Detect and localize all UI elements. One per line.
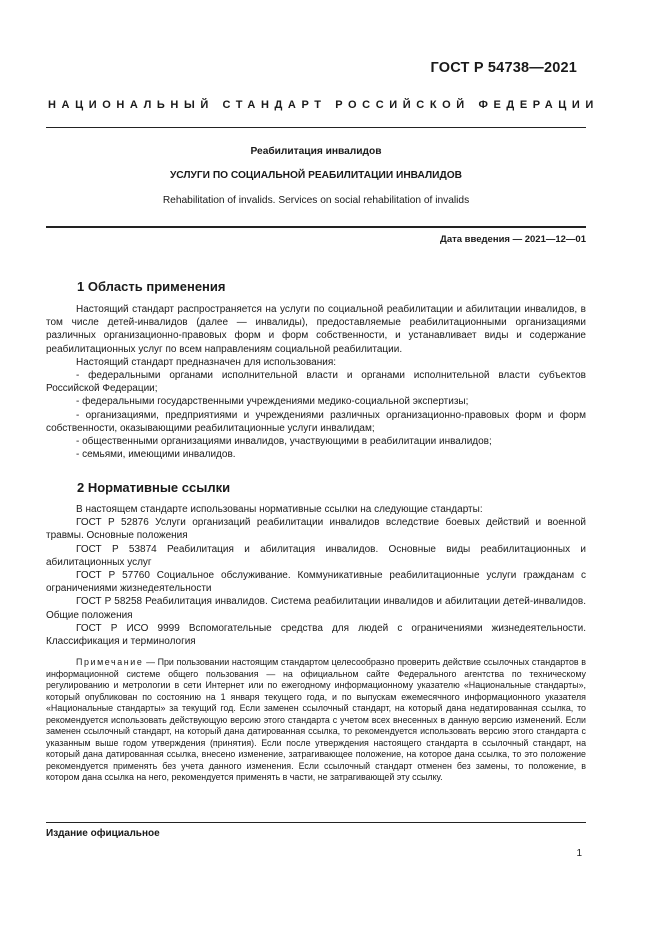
reference-item: ГОСТ Р 52876 Услуги организаций реабилитации инвалидов вследствие боевых действий и военной травмы. Основные положения <box>46 517 586 542</box>
note-label: Примечание <box>76 657 144 667</box>
reference-item: ГОСТ Р ИСО 9999 Вспомогательные средства для людей с ограничениями жизнедеятельности. Классификация и терминология <box>46 622 586 648</box>
paragraph: Настоящий стандарт предназначен для использования: <box>76 356 337 368</box>
list-item: - организациями, предприятиями и учреждениями различных организационно-правовых форм и форм собственности, оказывающими реабилитационные услуги инвалидам; <box>46 409 586 434</box>
standard-title-en: Rehabilitation of invalids. Services on social rehabilitation of invalids <box>162 195 470 206</box>
section-1-heading: 1 Область применения <box>77 279 226 294</box>
list-item: - федеральными органами исполнительной власти и органами исполнительной власти субъектов Российской Федерации; <box>46 370 586 395</box>
national-standard-title: НАЦИОНАЛЬНЫЙ СТАНДАРТ РОССИЙСКОЙ ФЕДЕРАЦИИ <box>48 99 599 111</box>
section-2-heading: 2 Нормативные ссылки <box>77 480 231 495</box>
introduction-date: Дата введения — 2021—12—01 <box>440 234 586 245</box>
note-block <box>46 657 586 784</box>
page-number: 1 <box>576 848 582 859</box>
standard-number: ГОСТ Р 54738—2021 <box>430 60 577 76</box>
reference-item: ГОСТ Р 57760 Социальное обслуживание. Коммуникативные реабилитационные услуги гражданам с ограничениями жизнедеятельности <box>46 570 586 595</box>
paragraph: Настоящий стандарт распространяется на услуги по социальной реабилитации и абилитации инвалидов, в том числе детей-инвалидов (далее — инвалиды), предоставляемые реабилитационными организациями различных организационно-правовых форм и форм собственности, и устанавливает виды и содержание реабилитационных услуг по всем направлениям социальной реабилитации. <box>46 304 586 355</box>
section-1-body <box>46 303 586 461</box>
standard-topic: Реабилитация инвалидов <box>250 146 382 157</box>
header-divider-bottom <box>46 226 586 228</box>
reference-item: ГОСТ Р 53874 Реабилитация и абилитация инвалидов. Основные виды реабилитационных и абилитационных услуг <box>46 543 586 568</box>
note-text: — При пользовании настоящим стандартом целесообразно проверить действие ссылочных стандартов в информационной системе общего пользования — на официальном сайте Федерального агентства по техническому регулированию и метрологии в сети Интернет или по ежегодному информационному указателю «Национальные стандарты», который опубликован по состоянию на 1 января текущего года, и по выпускам ежемесячного информационного указателя «Национальные стандарты» за текущий год. Если заменен ссылочный стандарт, на который дана недатированная ссылка, то рекомендуется использовать действующую версию этого стандарта с учетом всех внесенных в данную версию изменений. Если заменен ссылочный стандарт, на который дана датированная ссылка, то рекомендуется использовать версию этого стандарта с указанным выше годом утверждения (принятия). Если после утверждения настоящего стандарта в ссылочный стандарт, на который дана датированная ссылка, внесено изменение, затрагивающее положение, на которое дана ссылка, то это положение рекомендуется применять без учета данного изменения. Если ссылочный стандарт отменен без замены, то положение, в котором дана ссылка на него, рекомендуется применять в части, не затрагивающей эту ссылку. <box>46 657 586 783</box>
reference-item: ГОСТ Р 58258 Реабилитация инвалидов. Система реабилитации инвалидов и абилитации детей-инвалидов. Общие положения <box>46 596 586 621</box>
official-edition-label: Издание официальное <box>46 828 160 839</box>
header-divider-top <box>46 127 586 128</box>
list-item: - общественными организациями инвалидов, участвующими в реабилитации инвалидов; <box>76 436 492 448</box>
paragraph: В настоящем стандарте использованы нормативные ссылки на следующие стандарты: <box>76 504 483 515</box>
list-item: - семьями, имеющими инвалидов. <box>76 449 236 461</box>
list-item: - федеральными государственными учреждениями медико-социальной экспертизы; <box>76 396 469 408</box>
standard-title-ru: УСЛУГИ ПО СОЦИАЛЬНОЙ РЕАБИЛИТАЦИИ ИНВАЛИДОВ <box>169 170 463 181</box>
footer-divider <box>46 822 586 823</box>
section-2-body <box>46 503 586 648</box>
